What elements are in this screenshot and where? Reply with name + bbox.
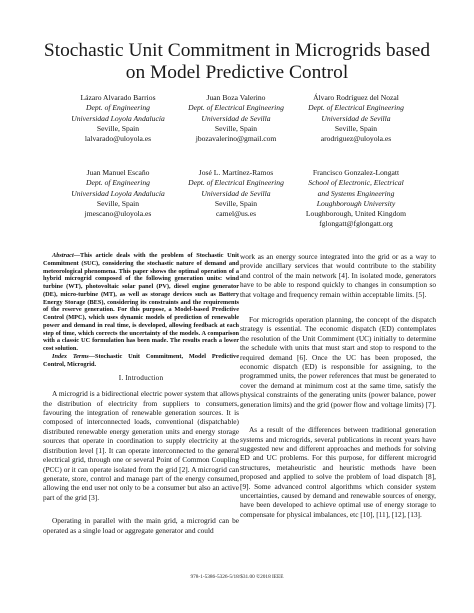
author-name: Juan Manuel Escaño	[86, 168, 150, 177]
title-line-1: Stochastic Unit Commitment in Microgrids based	[43, 40, 431, 61]
body-paragraph: A microgrid is a bidirectional electric power system that allows the distribution of electricity from suppliers to consumers, favouring the integration of renewable generation sources. It is composed of interconnected loads, conventional (dispatchable) distributed renewable energy generation units and energy storage sources that operate in coordination to supply electricity at the distribution level [1]. It can operate interconnected to the general electrical grid, through one or several Point of Common Coupling (PCC) or it can operate isolated from the grid [2]. A microgrid can generate, store, control and manage part of the energy consumed, allowing the end user not only to be a consumer but also an active part of the grid [3].	[43, 389, 239, 502]
author-email: lalvarado@uloyola.es	[84, 134, 152, 144]
author-name: Lázaro Alvarado Barrios	[80, 93, 156, 102]
author-city: Seville, Spain	[214, 123, 258, 133]
body-paragraph: Operating in parallel with the main grid, a microgrid can be operated as a single load or aggregate generator and could	[43, 516, 239, 535]
author-affiliation: Loughborough University	[316, 198, 396, 208]
author-block	[286, 168, 426, 230]
author-affiliation: Universidad Loyola Andalucía	[71, 113, 165, 123]
author-affiliation: Dept. of Electrical Engineering	[308, 103, 404, 113]
body-paragraph: As a result of the differences between traditional generation systems and microgrids, several publications in recent years have suggested new and different approaches and methods for solving ED and UC problems. For this purpose, for different microgrid structures, metaheuristic and heuristic methods have been proposed and applied to solve the problem of load dispatch [8], [9]. Some advanced control algorithms which consider system uncertainties, caused by demand and renewable sources of energy, have been developed to achieve optimal use of energy storage to compensate for physical imbalances, etc [10], [11], [12], [13].	[240, 425, 436, 519]
author-name: José L. Martínez-Ramos	[198, 168, 274, 177]
author-email: jbozavalerino@gmail.com	[195, 134, 277, 144]
author-name: Juan Boza Valerino	[206, 93, 266, 102]
abstract-text: —This article deals with the problem of Stochastic Unit Commitment (SUC), considering the stochastic nature of demand and meteorological phenomena. This paper shows the optimal operation of a hybrid microgrid composed of the following generation units: wind turbine (WT), photovoltaic solar panel (PV), diesel engine generator (DE), micro-turbine (MT), as well as storage devices such as Battery Energy Storage (BES), considering its constraints and the requirements of the reserve generation. For this purpose, a Model-based Predictive Control (MPC), which uses dynamic models of prediction of renewable power and demand in real time, is developed, allowing feedback at each step of time, which corrects the uncertainty of the models. A comparison with a classic UC formulation has been made. The results reach a lower cost solution.	[43, 252, 239, 352]
title-line-2: on Model Predictive Control	[125, 61, 349, 83]
author-city: Seville, Spain	[214, 198, 258, 208]
paper-title	[20, 40, 454, 83]
index-terms-label: Index Terms	[52, 352, 89, 360]
author-city: Seville, Spain	[96, 198, 140, 208]
author-city: Seville, Spain	[96, 123, 140, 133]
section-heading: I. Introduction	[118, 374, 164, 383]
body-paragraph: For microgrids operation planning, the concept of the dispatch strategy is essential. The economic dispatch (ED) contemplates the resolution of the Unit Commiment (UC) initially to determine the schedule with units that must start and stop to respond to the required demand [6]. Once the UC has been proposed, the economic dispatch (ED) is responsible for assigning, to the programmed units, the power references that must be generated to cover the demand at minimum cost at the same time, satisfy the physical constraints of the generating units (power balance, power generation limits) and the grid (power flow and voltage limits) [7].	[240, 315, 436, 409]
author-email: camel@us.es	[215, 209, 257, 219]
left-column	[43, 252, 239, 535]
author-affiliation: Universidad Loyola Andalucía	[71, 188, 165, 198]
author-affiliation: Dept. of Electrical Engineering	[188, 178, 284, 188]
body-paragraph: work as an energy source integrated into the grid or as a way to provide ancillary services that would contribute to the stability and control of the main network [4]. In isolated mode, generators have to be able to respond quickly to changes in consumption so that voltage and frequency remain within acceptable limits. [5].	[240, 252, 436, 299]
copyright-footer: 978-1-5386-5326-5/18/$31.00 ©2018 IEEE	[190, 574, 284, 580]
author-affiliation: and Systems Engineering	[317, 188, 395, 198]
abstract-label: Abstract	[52, 252, 74, 259]
author-affiliation: Universidad de Sevilla	[321, 113, 391, 123]
author-affiliation: School of Electronic, Electrical	[308, 178, 404, 188]
author-name: Álvaro Rodríguez del Nozal	[313, 93, 399, 102]
author-affiliation: Universidad de Sevilla	[201, 113, 271, 123]
author-affiliation: Dept. of Engineering	[86, 178, 150, 188]
author-email: fglongatt@fglongatt.org	[319, 219, 393, 229]
author-city: Seville, Spain	[334, 123, 378, 133]
author-affiliation: Dept. of Electrical Engineering	[188, 103, 284, 113]
author-city: Loughborough, United Kingdom	[305, 209, 407, 219]
abstract	[43, 252, 239, 353]
author-affiliation: Universidad de Sevilla	[201, 188, 271, 198]
author-block	[166, 93, 306, 144]
right-column	[240, 252, 436, 519]
author-block	[286, 93, 426, 144]
index-terms	[43, 353, 239, 369]
index-terms-text: —Stochastic Unit Commitment, Model Predictive Control, Microgrid.	[43, 352, 239, 368]
author-block	[166, 168, 306, 219]
author-email: jmescano@uloyola.es	[84, 209, 152, 219]
author-name: Francisco Gonzalez-Longatt	[312, 168, 400, 177]
author-affiliation: Dept. of Engineering	[86, 103, 150, 113]
author-email: arodriguez@uloyola.es	[320, 134, 392, 144]
